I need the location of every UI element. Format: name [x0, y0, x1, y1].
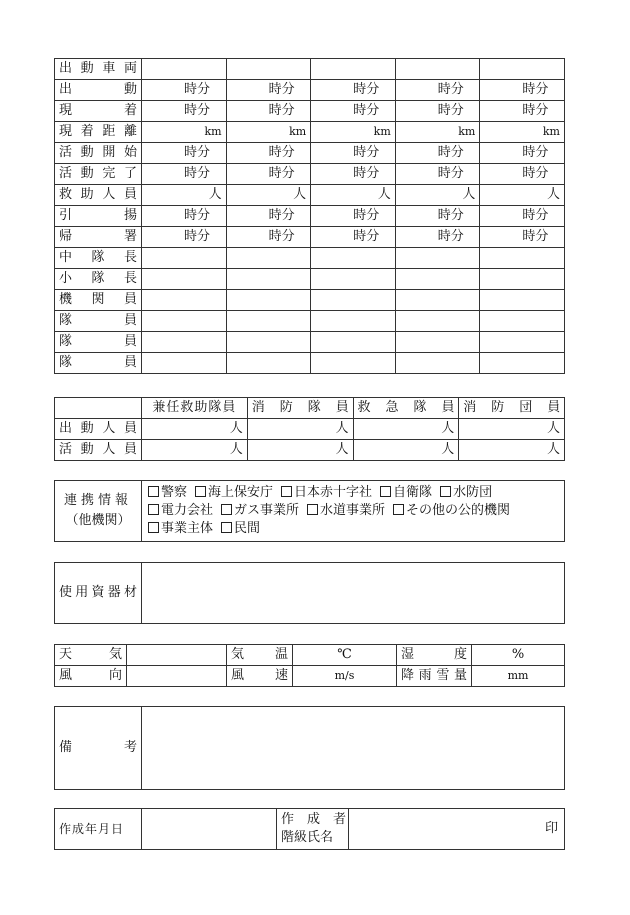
- person-count-field[interactable]: [142, 185, 227, 206]
- crew-field[interactable]: [480, 248, 565, 269]
- coordination-option-label: 海上保安庁: [208, 485, 274, 500]
- person-count-field[interactable]: [480, 185, 565, 206]
- crew-field[interactable]: [480, 269, 565, 290]
- time-field[interactable]: [142, 227, 227, 248]
- time-units: [484, 143, 560, 163]
- distance-field[interactable]: [395, 122, 480, 143]
- remarks-table: [54, 706, 565, 790]
- minute-unit: 分: [281, 145, 295, 160]
- minute-unit: 分: [366, 229, 380, 244]
- crew-row: [55, 332, 565, 353]
- author-label-line1: 作 成 者: [281, 812, 347, 827]
- personnel-count-field[interactable]: [247, 440, 353, 461]
- time-units: [315, 206, 391, 226]
- crew-field[interactable]: [395, 353, 480, 374]
- time-units: [400, 80, 476, 100]
- minute-unit: 分: [197, 229, 211, 244]
- crew-field[interactable]: [311, 269, 396, 290]
- hour-unit: 時: [184, 145, 198, 160]
- checkbox-icon[interactable]: [380, 486, 391, 497]
- coordination-option[interactable]: [195, 484, 273, 502]
- personnel-count-field[interactable]: [459, 440, 565, 461]
- minute-unit: 分: [197, 145, 211, 160]
- coordination-option-label: 日本赤十字社: [294, 485, 373, 500]
- crew-field[interactable]: [226, 290, 311, 311]
- crew-field[interactable]: [311, 290, 396, 311]
- author-label: [277, 809, 349, 850]
- checkbox-icon[interactable]: [307, 504, 318, 515]
- author-field[interactable]: [349, 809, 565, 850]
- time-field[interactable]: [226, 101, 311, 122]
- equipment-field[interactable]: [142, 563, 565, 624]
- weather-field[interactable]: [127, 645, 227, 666]
- time-units: [484, 101, 560, 121]
- personnel-header: 兼任救助隊員: [142, 398, 248, 419]
- time-field[interactable]: [311, 164, 396, 185]
- personnel-header: 消 防 団 員: [459, 398, 565, 419]
- km-unit: km: [204, 125, 222, 138]
- coordination-label: [55, 481, 142, 542]
- crew-row-label: 機 関 員: [55, 290, 142, 311]
- time-units: [484, 80, 560, 100]
- person-unit: 人: [462, 187, 476, 202]
- crew-field[interactable]: [142, 269, 227, 290]
- time-units: [231, 80, 307, 100]
- minute-unit: 分: [450, 82, 464, 97]
- personnel-row: [55, 419, 565, 440]
- personnel-count-field[interactable]: [353, 419, 459, 440]
- hour-unit: 時: [268, 229, 282, 244]
- crew-row-label: 隊 員: [55, 353, 142, 374]
- time-units: [146, 206, 222, 226]
- time-field[interactable]: [395, 143, 480, 164]
- hour-unit: 時: [353, 166, 367, 181]
- time-field[interactable]: [142, 101, 227, 122]
- person-unit: 人: [229, 421, 243, 436]
- distance-field[interactable]: [311, 122, 396, 143]
- minute-unit: 分: [450, 145, 464, 160]
- hour-unit: 時: [522, 103, 536, 118]
- coordination-option[interactable]: [221, 520, 260, 538]
- coordination-option[interactable]: [148, 520, 213, 538]
- hour-unit: 時: [184, 166, 198, 181]
- minute-unit: 分: [281, 166, 295, 181]
- personnel-row: [55, 440, 565, 461]
- time-units: [231, 227, 307, 247]
- humidity-label: 湿 度: [397, 645, 472, 666]
- time-field[interactable]: [226, 227, 311, 248]
- coordination-option-label: 水道事業所: [320, 503, 386, 518]
- crew-row: [55, 353, 565, 374]
- time-units: [400, 206, 476, 226]
- crew-field[interactable]: [142, 353, 227, 374]
- time-field[interactable]: [311, 206, 396, 227]
- crew-field[interactable]: [226, 353, 311, 374]
- minute-unit: 分: [281, 208, 295, 223]
- precipitation-label: 降雨雪量: [397, 666, 472, 687]
- weather-table: [54, 644, 565, 687]
- personnel-count-field[interactable]: [142, 440, 248, 461]
- time-units: [315, 227, 391, 247]
- person-count-field[interactable]: [395, 185, 480, 206]
- vehicle-field[interactable]: [142, 59, 227, 80]
- checkbox-icon[interactable]: [148, 486, 159, 497]
- coordination-option[interactable]: [393, 502, 510, 520]
- crew-field[interactable]: [226, 248, 311, 269]
- dispatch-row: [55, 80, 565, 101]
- coordination-option-label: ガス事業所: [234, 503, 300, 518]
- remarks-field[interactable]: [142, 707, 565, 790]
- wind-speed-label: 風 速: [227, 666, 293, 687]
- crew-row: [55, 290, 565, 311]
- vehicle-label: 出動車両: [55, 59, 142, 80]
- time-field[interactable]: [395, 101, 480, 122]
- minute-unit: 分: [281, 82, 295, 97]
- dispatch-row-label: 引 揚: [55, 206, 142, 227]
- minute-unit: 分: [281, 103, 295, 118]
- crew-field[interactable]: [142, 290, 227, 311]
- time-field[interactable]: [311, 143, 396, 164]
- time-units: [484, 164, 560, 184]
- distance-field[interactable]: [480, 122, 565, 143]
- crew-field[interactable]: [395, 248, 480, 269]
- crew-field[interactable]: [311, 353, 396, 374]
- coordination-option-label: その他の公的機関: [406, 503, 511, 518]
- time-field[interactable]: [226, 164, 311, 185]
- crew-field[interactable]: [395, 332, 480, 353]
- time-units: [231, 101, 307, 121]
- coordination-option-label: 自衛隊: [393, 485, 433, 500]
- hour-unit: 時: [268, 82, 282, 97]
- crew-field[interactable]: [395, 311, 480, 332]
- time-field[interactable]: [311, 80, 396, 101]
- crew-field[interactable]: [226, 269, 311, 290]
- coordination-label-line2: （他機関）: [65, 513, 131, 528]
- weather-label: 天 気: [55, 645, 127, 666]
- personnel-table: [54, 397, 565, 461]
- hour-unit: 時: [353, 229, 367, 244]
- crew-field[interactable]: [480, 290, 565, 311]
- time-units: [146, 164, 222, 184]
- crew-row-label: 隊 員: [55, 311, 142, 332]
- wind-speed-field[interactable]: m/s: [293, 666, 397, 687]
- vehicle-field[interactable]: [226, 59, 311, 80]
- time-field[interactable]: [395, 206, 480, 227]
- vehicle-field[interactable]: [480, 59, 565, 80]
- coordination-option[interactable]: [307, 502, 385, 520]
- minute-unit: 分: [450, 103, 464, 118]
- hour-unit: 時: [268, 208, 282, 223]
- time-units: [315, 101, 391, 121]
- time-field[interactable]: [395, 227, 480, 248]
- hour-unit: 時: [353, 145, 367, 160]
- km-unit: km: [458, 125, 476, 138]
- dispatch-row: [55, 185, 565, 206]
- hour-unit: 時: [353, 208, 367, 223]
- dispatch-row-label: 現着距離: [55, 122, 142, 143]
- time-units: [400, 143, 476, 163]
- dispatch-row-label: 帰 署: [55, 227, 142, 248]
- checkbox-icon[interactable]: [221, 504, 232, 515]
- hour-unit: 時: [184, 208, 198, 223]
- minute-unit: 分: [197, 166, 211, 181]
- minute-unit: 分: [535, 145, 549, 160]
- time-units: [400, 227, 476, 247]
- minute-unit: 分: [197, 208, 211, 223]
- km-unit: km: [289, 125, 307, 138]
- dispatch-row-label: 現 着: [55, 101, 142, 122]
- coordination-option-label: 水防団: [453, 485, 493, 500]
- coordination-option[interactable]: [148, 484, 187, 502]
- person-unit: 人: [229, 442, 243, 457]
- time-units: [231, 143, 307, 163]
- time-field[interactable]: [480, 164, 565, 185]
- minute-unit: 分: [535, 82, 549, 97]
- hour-unit: 時: [437, 82, 451, 97]
- distance-field[interactable]: [226, 122, 311, 143]
- person-unit: 人: [546, 421, 560, 436]
- equipment-table: [54, 562, 565, 624]
- hour-unit: 時: [437, 145, 451, 160]
- dispatch-row-label: 活動開始: [55, 143, 142, 164]
- creation-date-label: 作成年月日: [55, 809, 142, 850]
- time-field[interactable]: [480, 101, 565, 122]
- crew-row-label: 隊 員: [55, 332, 142, 353]
- personnel-count-field[interactable]: [142, 419, 248, 440]
- time-units: [146, 227, 222, 247]
- time-field[interactable]: [311, 227, 396, 248]
- crew-row: [55, 311, 565, 332]
- time-units: [146, 101, 222, 121]
- time-field[interactable]: [226, 206, 311, 227]
- dispatch-row: [55, 122, 565, 143]
- remarks-label: 備 考: [55, 707, 142, 790]
- dispatch-row: [55, 164, 565, 185]
- checkbox-icon[interactable]: [148, 522, 159, 533]
- time-units: [484, 227, 560, 247]
- checkbox-icon[interactable]: [281, 486, 292, 497]
- minute-unit: 分: [450, 208, 464, 223]
- coordination-option[interactable]: [281, 484, 372, 502]
- time-field[interactable]: [226, 80, 311, 101]
- wind-direction-label: 風 向: [55, 666, 127, 687]
- time-field[interactable]: [142, 143, 227, 164]
- coordination-option-label: 事業主体: [161, 521, 214, 536]
- vehicle-row: [55, 59, 565, 80]
- hour-unit: 時: [522, 145, 536, 160]
- precipitation-field[interactable]: mm: [472, 666, 565, 687]
- time-field[interactable]: [395, 164, 480, 185]
- checkbox-icon[interactable]: [221, 522, 232, 533]
- person-unit: 人: [335, 442, 349, 457]
- hour-unit: 時: [184, 103, 198, 118]
- time-field[interactable]: [395, 80, 480, 101]
- personnel-count-field[interactable]: [459, 419, 565, 440]
- hour-unit: 時: [353, 103, 367, 118]
- wind-direction-field[interactable]: [127, 666, 227, 687]
- crew-field[interactable]: [311, 332, 396, 353]
- coordination-option[interactable]: [380, 484, 432, 502]
- time-field[interactable]: [226, 143, 311, 164]
- crew-field[interactable]: [480, 332, 565, 353]
- km-unit: km: [373, 125, 391, 138]
- hour-unit: 時: [353, 82, 367, 97]
- coordination-option-label: 民間: [234, 521, 261, 536]
- km-unit: km: [542, 125, 560, 138]
- dispatch-row: [55, 206, 565, 227]
- minute-unit: 分: [450, 166, 464, 181]
- personnel-header: 消 防 隊 員: [247, 398, 353, 419]
- crew-field[interactable]: [311, 311, 396, 332]
- minute-unit: 分: [197, 103, 211, 118]
- coordination-option[interactable]: [148, 502, 213, 520]
- minute-unit: 分: [366, 166, 380, 181]
- crew-field[interactable]: [480, 353, 565, 374]
- time-units: [146, 143, 222, 163]
- equipment-label: 使用資器材: [55, 563, 142, 624]
- time-units: [400, 164, 476, 184]
- personnel-header: 救 急 隊 員: [353, 398, 459, 419]
- crew-row: [55, 248, 565, 269]
- dispatch-table: [54, 58, 565, 374]
- personnel-header-row: [55, 398, 565, 419]
- author-table: [54, 808, 565, 850]
- time-field[interactable]: [311, 101, 396, 122]
- hour-unit: 時: [437, 229, 451, 244]
- time-units: [231, 164, 307, 184]
- personnel-row-label: 活動人員: [55, 440, 142, 461]
- time-field[interactable]: [480, 227, 565, 248]
- temperature-field[interactable]: ℃: [293, 645, 397, 666]
- hour-unit: 時: [268, 145, 282, 160]
- hour-unit: 時: [268, 103, 282, 118]
- person-unit: 人: [377, 187, 391, 202]
- hour-unit: 時: [522, 166, 536, 181]
- personnel-count-field[interactable]: [247, 419, 353, 440]
- person-unit: 人: [546, 442, 560, 457]
- hour-unit: 時: [522, 229, 536, 244]
- coordination-option-label: 電力会社: [161, 503, 214, 518]
- checkbox-icon[interactable]: [148, 504, 159, 515]
- hour-unit: 時: [437, 166, 451, 181]
- checkbox-icon[interactable]: [393, 504, 404, 515]
- time-units: [231, 206, 307, 226]
- minute-unit: 分: [450, 229, 464, 244]
- coordination-label-line1: 連携情報: [63, 493, 132, 508]
- time-field[interactable]: [480, 143, 565, 164]
- coordination-table: [54, 480, 565, 542]
- time-field[interactable]: [480, 80, 565, 101]
- personnel-corner: [55, 398, 142, 419]
- time-units: [400, 101, 476, 121]
- coordination-option[interactable]: [440, 484, 492, 502]
- dispatch-row: [55, 227, 565, 248]
- time-field[interactable]: [142, 164, 227, 185]
- time-units: [315, 80, 391, 100]
- minute-unit: 分: [197, 82, 211, 97]
- minute-unit: 分: [535, 229, 549, 244]
- vehicle-field[interactable]: [311, 59, 396, 80]
- hour-unit: 時: [522, 208, 536, 223]
- person-unit: 人: [441, 421, 455, 436]
- minute-unit: 分: [366, 82, 380, 97]
- minute-unit: 分: [535, 208, 549, 223]
- seal-mark: 印: [544, 821, 558, 836]
- crew-row-label: 小 隊 長: [55, 269, 142, 290]
- person-unit: 人: [293, 187, 307, 202]
- time-units: [315, 164, 391, 184]
- personnel-count-field[interactable]: [353, 440, 459, 461]
- crew-field[interactable]: [480, 311, 565, 332]
- crew-field[interactable]: [142, 332, 227, 353]
- dispatch-row-label: 救助人員: [55, 185, 142, 206]
- hour-unit: 時: [184, 229, 198, 244]
- checkbox-icon[interactable]: [195, 486, 206, 497]
- humidity-field[interactable]: %: [472, 645, 565, 666]
- dispatch-row-label: 出 動: [55, 80, 142, 101]
- hour-unit: 時: [522, 82, 536, 97]
- minute-unit: 分: [535, 166, 549, 181]
- crew-field[interactable]: [395, 290, 480, 311]
- hour-unit: 時: [268, 166, 282, 181]
- minute-unit: 分: [366, 145, 380, 160]
- checkbox-icon[interactable]: [440, 486, 451, 497]
- person-count-field[interactable]: [226, 185, 311, 206]
- time-field[interactable]: [480, 206, 565, 227]
- author-label-line2: 階級氏名: [281, 830, 334, 845]
- dispatch-row: [55, 101, 565, 122]
- temperature-label: 気 温: [227, 645, 293, 666]
- distance-field[interactable]: [142, 122, 227, 143]
- person-unit: 人: [208, 187, 222, 202]
- time-units: [315, 143, 391, 163]
- dispatch-row: [55, 143, 565, 164]
- vehicle-field[interactable]: [395, 59, 480, 80]
- crew-field[interactable]: [142, 248, 227, 269]
- minute-unit: 分: [535, 103, 549, 118]
- time-field[interactable]: [142, 206, 227, 227]
- person-unit: 人: [335, 421, 349, 436]
- minute-unit: 分: [281, 229, 295, 244]
- minute-unit: 分: [366, 208, 380, 223]
- person-count-field[interactable]: [311, 185, 396, 206]
- hour-unit: 時: [437, 208, 451, 223]
- minute-unit: 分: [366, 103, 380, 118]
- crew-field[interactable]: [395, 269, 480, 290]
- crew-field[interactable]: [142, 311, 227, 332]
- person-unit: 人: [441, 442, 455, 457]
- coordination-option[interactable]: [221, 502, 299, 520]
- hour-unit: 時: [184, 82, 198, 97]
- time-units: [146, 80, 222, 100]
- crew-row: [55, 269, 565, 290]
- hour-unit: 時: [437, 103, 451, 118]
- personnel-row-label: 出動人員: [55, 419, 142, 440]
- crew-field[interactable]: [311, 248, 396, 269]
- time-units: [484, 206, 560, 226]
- crew-row-label: 中 隊 長: [55, 248, 142, 269]
- dispatch-row-label: 活動完了: [55, 164, 142, 185]
- coordination-option-label: 警察: [161, 485, 188, 500]
- crew-field[interactable]: [226, 332, 311, 353]
- time-field[interactable]: [142, 80, 227, 101]
- crew-field[interactable]: [226, 311, 311, 332]
- person-unit: 人: [546, 187, 560, 202]
- creation-date-field[interactable]: [142, 809, 277, 850]
- coordination-options: [142, 481, 565, 542]
